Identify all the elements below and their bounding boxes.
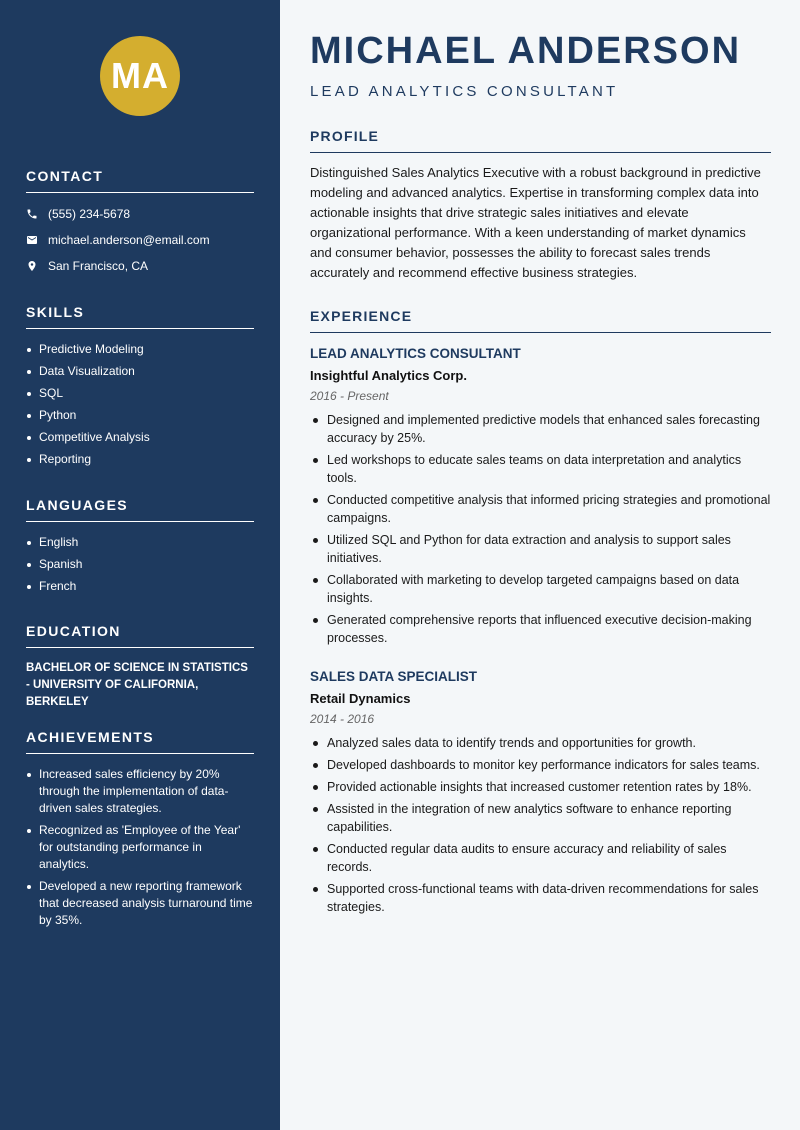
languages-heading: LANGUAGES xyxy=(26,497,254,522)
job-bullet: Conducted regular data audits to ensure accuracy and reliability of sales records. xyxy=(310,840,771,876)
contact-location xyxy=(26,257,254,274)
languages-list xyxy=(26,534,254,595)
job-bullet: Developed dashboards to monitor key performance indicators for sales teams. xyxy=(310,756,771,774)
phone-icon xyxy=(26,208,38,220)
mail-icon xyxy=(26,234,38,246)
achievements-section xyxy=(26,729,254,934)
profile-text: Distinguished Sales Analytics Executive with a robust background in predictive modeling and advanced analytics. Expertise in transforming complex data into actionable insights that drive strategic sales initiatives and elevate organizational performance. With a keen understanding of market dynamics and consumer behavior, possesses the ability to forecast sales trends accurately and recommend effective business strategies. xyxy=(310,165,761,280)
contact-phone xyxy=(26,205,254,222)
job-bullet: Led workshops to educate sales teams on data interpretation and analytics tools. xyxy=(310,451,771,487)
job-company: Retail Dynamics xyxy=(310,691,411,706)
contact-heading: CONTACT xyxy=(26,168,254,193)
job-dates: 2014 - 2016 xyxy=(310,712,375,726)
achievements-list xyxy=(26,766,254,929)
job-bullets xyxy=(310,411,771,647)
avatar: MA xyxy=(100,36,180,116)
skill-item: Data Visualization xyxy=(26,363,254,380)
person-role: LEAD ANALYTICS CONSULTANT xyxy=(310,83,619,100)
profile-heading: PROFILE xyxy=(310,128,771,153)
job-bullet: Provided actionable insights that increased customer retention rates by 18%. xyxy=(310,778,771,796)
phone-text: (555) 234-5678 xyxy=(48,206,131,221)
job-bullet: Supported cross-functional teams with data-driven recommendations for sales strategies. xyxy=(310,880,771,916)
education-section xyxy=(26,623,254,711)
job-bullet: Utilized SQL and Python for data extraction and analysis to support sales initiatives. xyxy=(310,531,771,567)
email-text[interactable]: michael.anderson@email.com xyxy=(48,232,210,247)
skills-list xyxy=(26,341,254,468)
job-title: SALES DATA SPECIALIST xyxy=(310,669,478,684)
language-item: English xyxy=(26,534,254,551)
achievements-heading: ACHIEVEMENTS xyxy=(26,729,254,754)
skill-item: Competitive Analysis xyxy=(26,429,254,446)
job-dates: 2016 - Present xyxy=(310,389,389,403)
language-item: Spanish xyxy=(26,556,254,573)
job-entry xyxy=(310,346,771,651)
job-bullet: Assisted in the integration of new analytics software to enhance reporting capabilities. xyxy=(310,800,771,836)
job-bullet: Generated comprehensive reports that influenced executive decision-making processes. xyxy=(310,611,771,647)
skill-item: SQL xyxy=(26,385,254,402)
location-pin-icon xyxy=(26,260,38,272)
job-bullet: Collaborated with marketing to develop targeted campaigns based on data insights. xyxy=(310,571,771,607)
job-entry xyxy=(310,669,771,920)
skills-section xyxy=(26,304,254,473)
languages-section xyxy=(26,497,254,600)
education-degree: BACHELOR OF SCIENCE IN STATISTICS - UNIVERSITY OF CALIFORNIA, BERKELEY xyxy=(26,662,248,708)
contact-section xyxy=(26,168,254,283)
job-bullet: Conducted competitive analysis that informed pricing strategies and promotional campaigns. xyxy=(310,491,771,527)
skill-item: Predictive Modeling xyxy=(26,341,254,358)
job-company: Insightful Analytics Corp. xyxy=(310,368,467,383)
person-name: MICHAEL ANDERSON xyxy=(310,30,742,72)
achievement-item: Recognized as 'Employee of the Year' for outstanding performance in analytics. xyxy=(26,822,254,873)
language-item: French xyxy=(26,578,254,595)
job-bullet: Designed and implemented predictive models that enhanced sales forecasting accuracy by 25%. xyxy=(310,411,771,447)
achievement-item: Increased sales efficiency by 20% through the implementation of data-driven sales strategies. xyxy=(26,766,254,817)
skill-item: Python xyxy=(26,407,254,424)
education-heading: EDUCATION xyxy=(26,623,254,648)
skills-heading: SKILLS xyxy=(26,304,254,329)
job-bullet: Analyzed sales data to identify trends and opportunities for growth. xyxy=(310,734,771,752)
achievement-item: Developed a new reporting framework that decreased analysis turnaround time by 35%. xyxy=(26,878,254,929)
experience-heading: EXPERIENCE xyxy=(310,308,771,333)
job-title: LEAD ANALYTICS CONSULTANT xyxy=(310,346,521,361)
contact-email xyxy=(26,231,254,248)
skill-item: Reporting xyxy=(26,451,254,468)
sidebar xyxy=(0,0,280,1130)
job-bullets xyxy=(310,734,771,916)
location-text: San Francisco, CA xyxy=(48,258,149,273)
